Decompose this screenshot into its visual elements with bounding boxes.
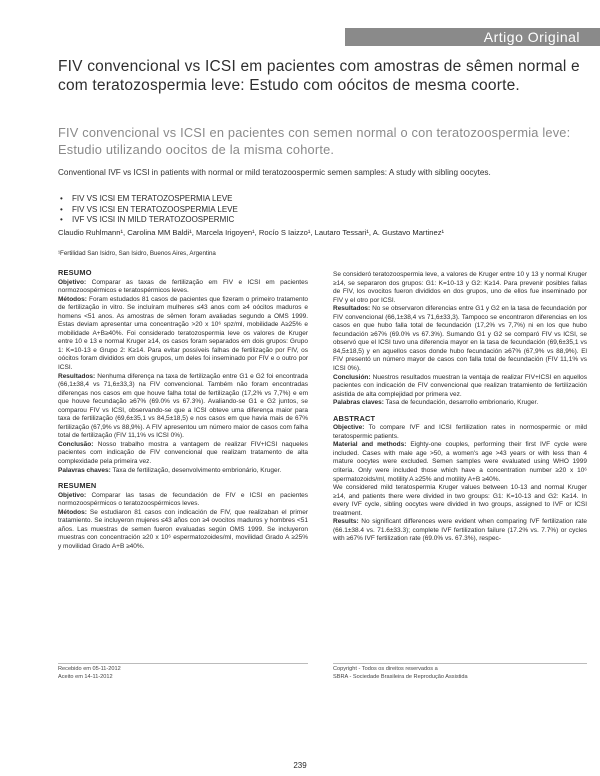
- society-name: SBRA - Sociedade Brasileira de Reprodução Assistida: [333, 673, 468, 680]
- footer-divider-right: [333, 663, 587, 664]
- resumo-objetivo: Objetivo: Comparar as taxas de fertilização em FIV e ICSI em pacientes normozoospérmicos e teratospérmicos leves.: [58, 278, 308, 295]
- accepted-date: Aceito em 14-11-2012: [58, 673, 113, 680]
- author-list: Claudio Ruhlmann¹, Carolina MM Baldi¹, Marcela Irigoyen¹, Rocío S Iaizzo¹, Lautaro Tessari¹, A. Gustavo Martinez¹: [58, 228, 445, 237]
- resumo-metodos: Métodos: Foram estudados 81 casos de pacientes que fizeram o primeiro tratamento de fertilização in vitro. Se incluíram mulheres ≤43 anos com ≥4 oócitos maduros e homens <51 anos. As amostras de sêmen foram avaliadas segundo a OMS 1999. Estas deviam apresentar uma concentração >20 x 10⁶ spz/ml, mobilidade A≥25% e mobilidade A+B≥40%. Foi considerado teratozospermia leve os valores de Kruger entre 10 e 13 e normal Kruger ≥14, os casos foram separados em dois grupos: Grupo 1: K=10-13 e Grupo 2: K≥14. Para evitar possíveis falhas de fertilização por FIV, os oócitos foram divididos em dois grupos, um deles foi inseminado por FIV e o outro por ICSI.: [58, 295, 308, 372]
- left-column: [58, 269, 308, 552]
- keyword-list: [58, 194, 458, 226]
- resumen-metodos-cont: Se consideró teratozoospermia leve, a valores de Kruger entre 10 y 13 y normal Kruger ≥14, se separaron dos grupos: G1: K=10-13 y G2: K≥14. Para prevenir posibles fallas de FIV, los ovocitos fueron divididos en dos grupos, uno de ellos fue inseminado por FIV y el otro por ICSI.: [333, 271, 587, 304]
- abstract-methods-cont: We considered mild teratospermia Kruger values between 10-13 and normal Kruger ≥14, and patients there were divided in two groups: G1: K=10-13 and G2: K≥14. In every IVF cycle, sibling oocytes were divided in two groups, assigned to IVF or ICSI treatment.: [333, 484, 587, 517]
- footer-divider-left: [58, 663, 308, 664]
- resumen-heading: RESUMEN: [58, 481, 97, 491]
- resumo-conclusao: Conclusão: Nosso trabalho mostra a vantagem de realizar FIV+ICSI naqueles pacientes com indicação de FIV convencional que realizam tratamento de alta complexidade pela primeira vez.: [58, 440, 308, 466]
- title-english: Conventional IVF vs ICSI in patients with normal or mild teratozoospermic semen samples: A study with sibling oocytes.: [58, 168, 491, 177]
- right-column: [333, 271, 587, 544]
- resumen-objetivo: Objetivo: Comparar las tasas de fecundación de FIV e ICSI en pacientes normozoospérmicos o teratozoospérmicos leves.: [58, 491, 308, 508]
- keyword-item: • FIV VS ICSI EM TERATOZOSPERMIA LEVE: [58, 194, 458, 205]
- abstract-heading: ABSTRACT: [333, 413, 376, 423]
- resumen-metodos: Métodos: Se estudiaron 81 casos con indicación de FIV, que realizaban el primer tratamiento. Se incluyeron mujeres ≤43 años con ≥4 ovocitos maduros y hombres <51 años. Las muestras de semen fueron evaluadas según OMS 1999. Se incluyeron muestras con concentración ≥20 x 10⁶ espermatozoides/ml, movilidad Grado A ≥25% y movilidad Grado A+B ≥40%.: [58, 508, 308, 550]
- resumen-conclusion: Conclusión: Nuestros resultados muestran la ventaja de realizar FIV+ICSI en aquellos pacientes con indicación de FIV convencional que realizan tratamiento de fertilización asistida de alta complejidad por primera vez.: [333, 373, 587, 398]
- resumen-resultados: Resultados: No se observaron diferencias entre G1 y G2 en la tasa de fecundación por FIV convencional (66,1±38,4 vs 71,6±33,3). Tampoco se encontraron diferencias en los casos en que hubo falla total de fecundación (17,2% vs 7,7%) ni en los que hubo fecundación ≥67% (69.0% vs 67.3%). Sumando G1 y G2 se comparó FIV vs ICSI, se observó que el ICSI tuvo una diferencia mayor en la tasa de fecundación (69,6±35,1 vs 84,5±18,5) y en aquellos casos donde hubo fecundación ≥67% (67,9% vs 88,9%). El FIV presentó un número mayor de casos con falla total de fecundación (FIV 11,1% vs ICSI 0%).: [333, 305, 587, 373]
- abstract-results: Results: No significant differences were evident when comparing IVF fertilization rate (66.1±38.4 vs. 71.6±33.3); complete IVF fertilization failure (17.2% vs. 7.7%) or cycles with ≥67% IVF fertilization rate (69.0% vs. 67.3%), respec-: [333, 518, 587, 543]
- section-label: Artigo Original: [483, 29, 580, 45]
- resumen-palabras: Palabras claves: Tasa de fecundación, desarrollo embrionario, Kruger.: [333, 399, 539, 407]
- keyword-item: • IVF VS ICSI IN MILD TERATOZOOSPERMIC: [58, 215, 458, 226]
- received-date: Recebido em 05-11-2012: [58, 666, 121, 672]
- page-number: 239: [293, 761, 307, 770]
- title-portuguese: FIV convencional vs ICSI em pacientes com amostras de sêmen normal e com teratozospermia leve: Estudo com oócitos de mesma coorte.: [58, 58, 580, 94]
- resumo-palavras: Palavras chaves: Taxa de fertilização, desenvolvimento embrionário, Kruger.: [58, 466, 282, 474]
- keyword-item: • FIV VS ICSI EN TERATOZOOSPERMIA LEVE: [58, 205, 458, 216]
- copyright-text: Copyright - Todos os direitos reservados a: [333, 666, 438, 672]
- abstract-methods: Material and methods: Eighty-one couples, performing their first IVF cycle were included. Cases with male age >50, a women's age >43 years or with less than 4 mature oocytes were excluded. Semen samples were evaluated using WHO 1999 criteria. Only were included those which have a concentration number ≥20 x 10⁶ spermatozoids/ml, motility A ≥25% and motility A+B ≥40%.: [333, 441, 587, 483]
- title-spanish: FIV convencional vs ICSI en pacientes con semen normal o con teratozoospermia leve: Estudio utilizando oocitos de la misma cohorte.: [58, 125, 571, 157]
- section-badge: [345, 28, 600, 46]
- footer-dates: [58, 666, 308, 681]
- resumo-resultados: Resultados: Nenhuma diferença na taxa de fertilização entre G1 e G2 foi encontrada (66,1±38,4 vs 71,6±33,3) na FIV convencional. Também não foram encontradas diferenças nos casos em que houve falha total de fertilização (17,2% vs 7,7%) e em que houve fecundação ≥67% (69.0% vs 67.3%). Avaliando-se G1 e G2 juntos, se comparou FIV vs ICSI, observando-se que a ICSI obteve uma diferença maior para taxa de fertilização (69,6±35,1 vs 84,5±18,5) e nos casos em que havia mais de 67% fertilização (67,9% vs 88,9%). A FIV apresentou um número maior de casos com falha total de fertilização (FIV 11,1% vs ICSI 0%).: [58, 372, 308, 440]
- affiliation: ¹Fertilidad San Isidro, San Isidro, Buenos Aires, Argentina: [58, 250, 216, 257]
- abstract-objective: Objective: To compare IVF and ICSI fertilization rates in normospermic or mild teratospermic patients.: [333, 424, 587, 440]
- footer-copyright: [333, 666, 587, 681]
- resumo-heading: RESUMO: [58, 268, 92, 277]
